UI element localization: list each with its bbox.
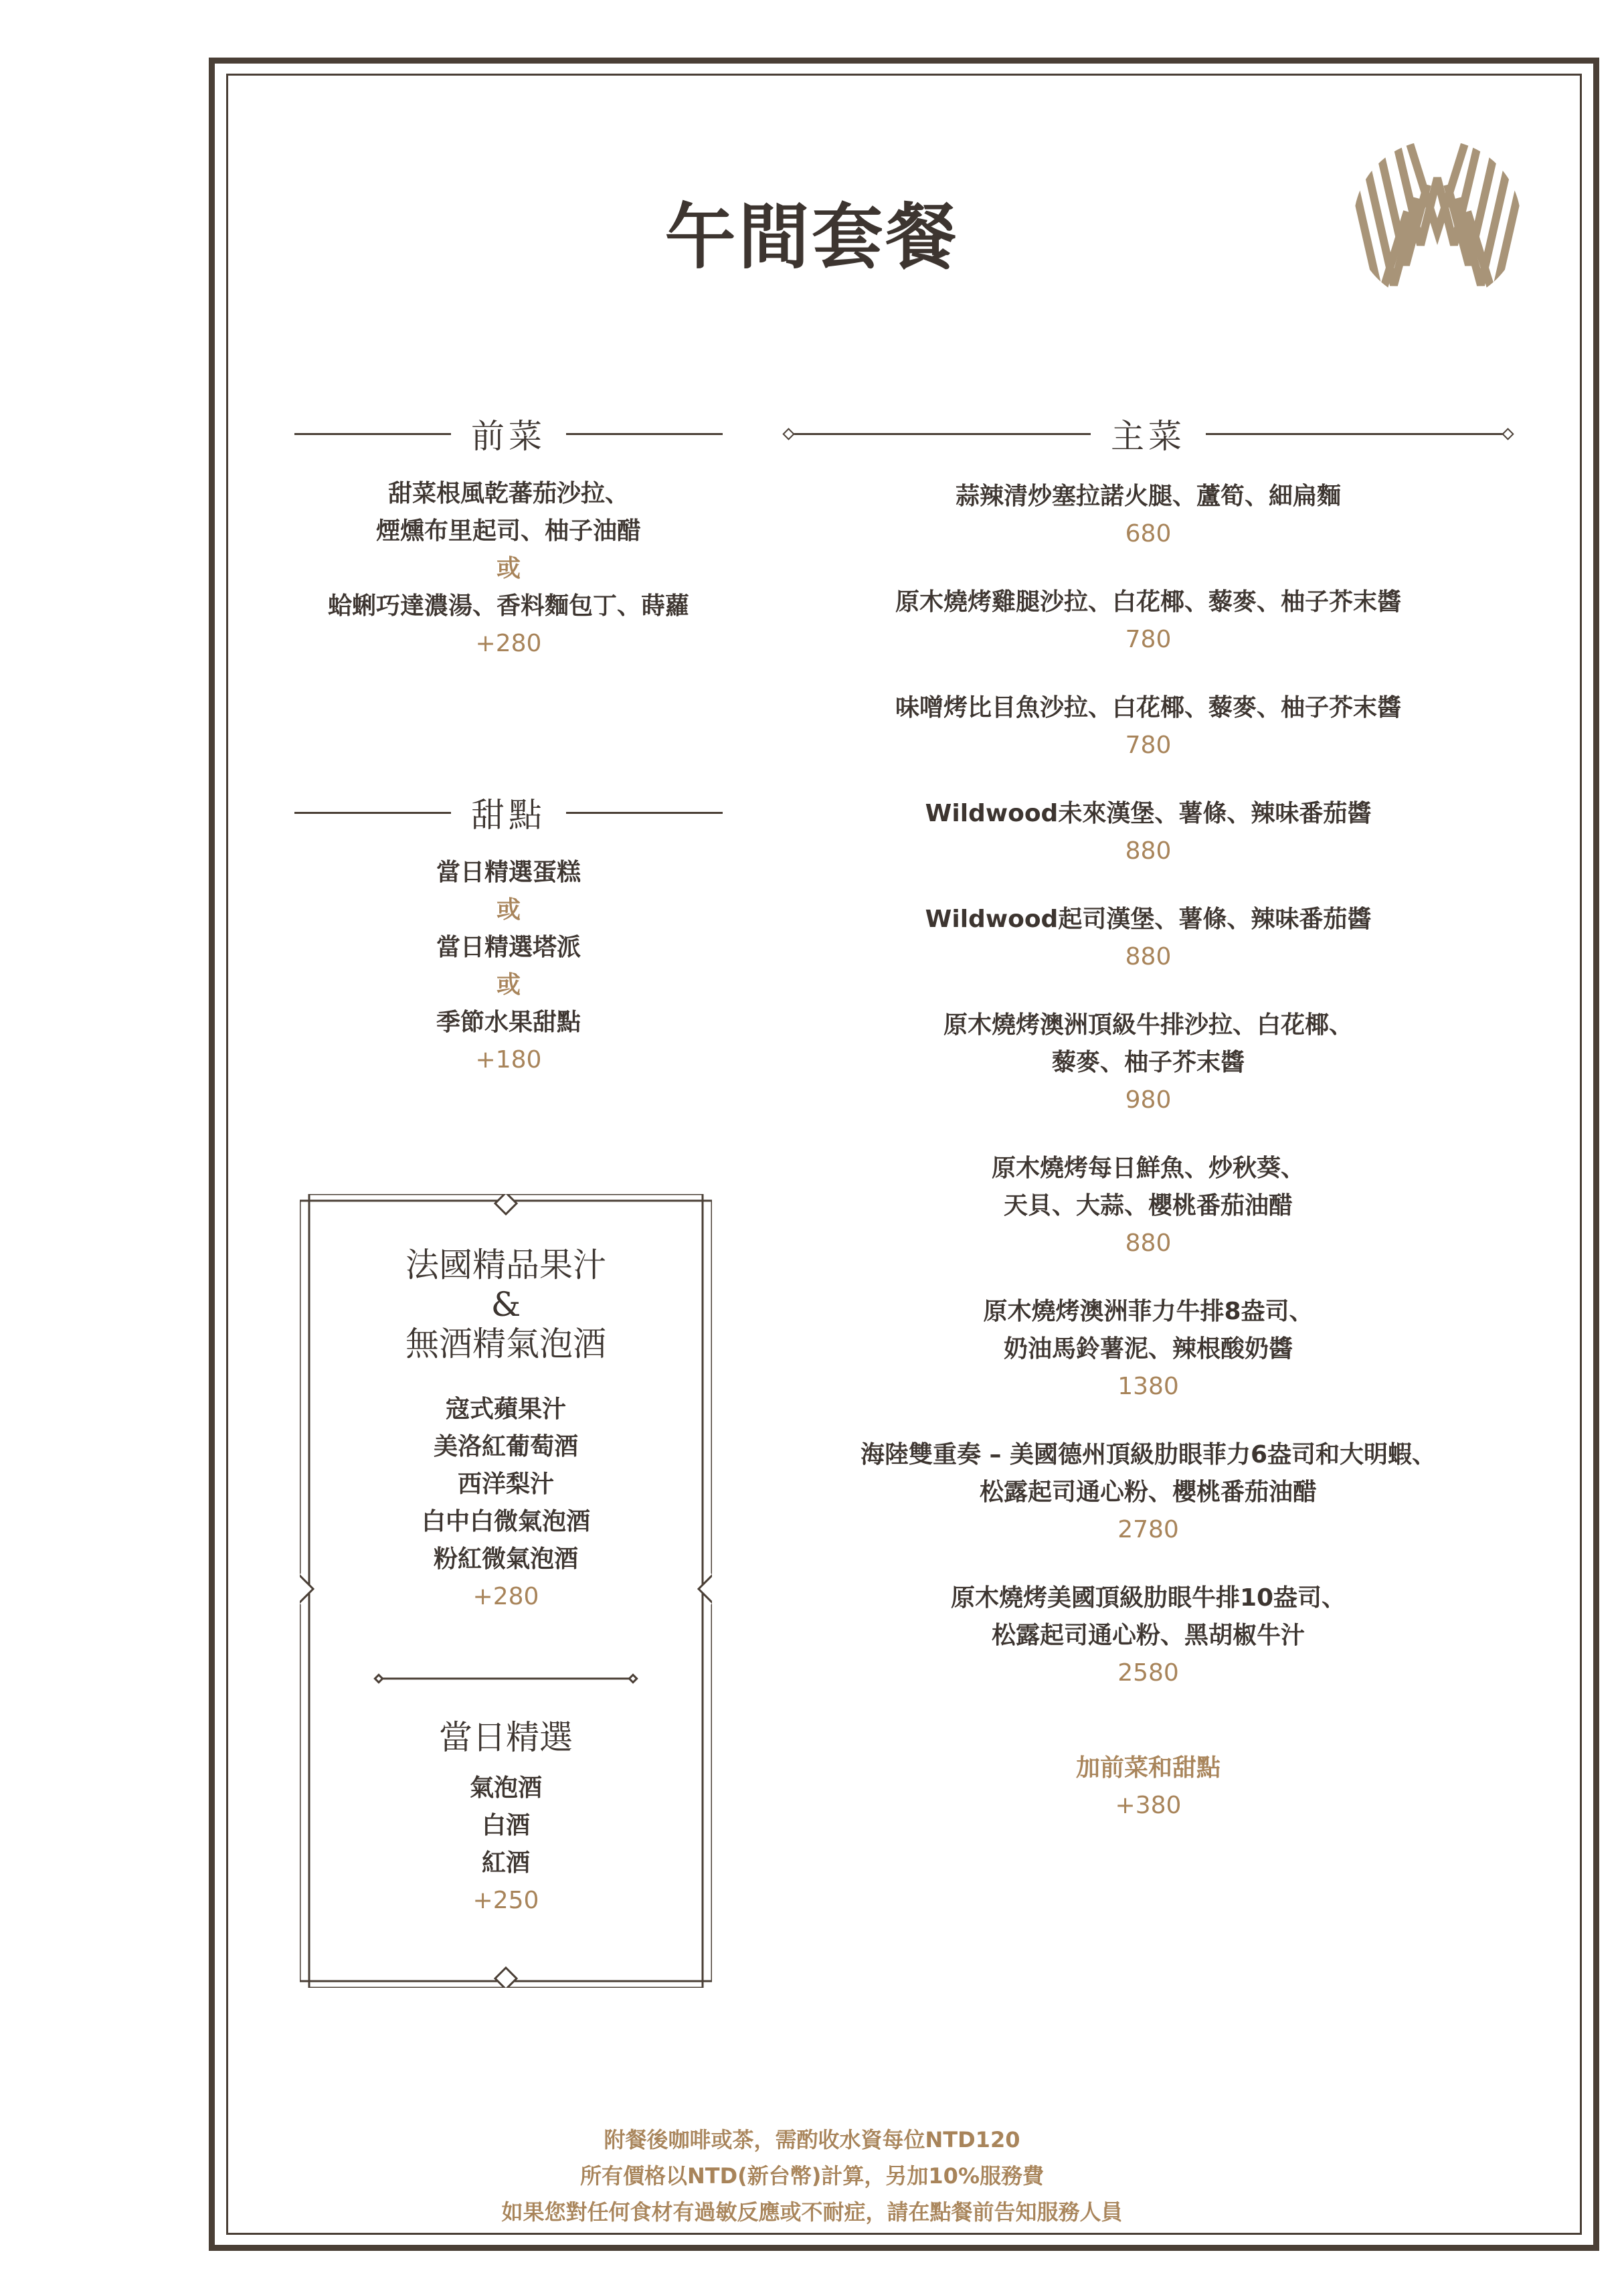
wildwood-w-logo-icon — [1354, 138, 1521, 305]
drinks-ampersand: & — [490, 1285, 521, 1324]
main-dish: 味噌烤比目魚沙拉、白花椰、藜麥、柚子芥末醬 780 — [895, 694, 1401, 759]
drink-item: 寇式蘋果汁 — [445, 1395, 566, 1423]
appetizer-heading: 前菜 — [294, 410, 723, 458]
dessert-section — [294, 854, 723, 1079]
daily-item: 氣泡酒 — [469, 1774, 542, 1802]
drinks-section — [300, 1245, 712, 1616]
main-section — [784, 478, 1512, 1825]
main-addon-label: 加前菜和甜點 — [1075, 1754, 1221, 1782]
main-dish: 原木燒烤每日鮮魚、炒秋葵、 天貝、大蒜、櫻桃番茄油醋 880 — [991, 1155, 1305, 1257]
appetizer-option-2: 蛤蜊巧達濃湯、香料麵包丁、蒔蘿 — [327, 592, 689, 620]
main-dish: 原木燒烤澳洲頂級牛排沙拉、白花椰、 藜麥、柚子芥末醬 980 — [943, 1011, 1353, 1114]
appetizer-section — [294, 475, 723, 663]
appetizer-option-1-line-2: 煙燻布里起司、柚子油醋 — [375, 517, 641, 545]
dessert-or: 或 — [496, 971, 521, 999]
appetizer-option-1-line-1: 甜菜根風乾蕃茄沙拉、 — [387, 480, 629, 507]
main-dish: Wildwood未來漢堡、薯條、辣味番茄醬 880 — [925, 800, 1372, 865]
main-addon-price: +380 — [1115, 1792, 1182, 1819]
drink-item: 粉紅微氣泡酒 — [433, 1545, 578, 1573]
main-dish: 原木燒烤澳洲菲力牛排8盎司、 奶油馬鈴薯泥、辣根酸奶醬 1380 — [983, 1298, 1314, 1400]
drinks-title-line-2: 無酒精氣泡酒 — [405, 1325, 606, 1363]
drink-item: 西洋梨汁 — [457, 1470, 554, 1498]
main-heading: 主菜 — [784, 410, 1512, 458]
daily-item: 白酒 — [481, 1812, 530, 1839]
page-title: 午間套餐 — [664, 195, 960, 278]
dessert-or: 或 — [496, 896, 521, 924]
main-dish: 蒜辣清炒塞拉諾火腿、蘆筍、細扁麵 680 — [955, 483, 1341, 547]
main-dish: 原木燒烤美國頂級肋眼牛排10盎司、 松露起司通心粉、黑胡椒牛汁 2580 — [950, 1584, 1346, 1687]
footer-line-2: 所有價格以NTD(新台幣)計算，另加10%服務費 — [579, 2163, 1045, 2189]
footer-line-1: 附餐後咖啡或茶，需酌收水資每位NTD120 — [604, 2127, 1020, 2152]
dessert-heading: 甜點 — [294, 788, 723, 837]
footer-notes — [0, 2122, 1624, 2230]
drink-item: 白中白微氣泡酒 — [421, 1508, 590, 1535]
appetizer-or: 或 — [496, 555, 521, 582]
main-dish: Wildwood起司漢堡、薯條、辣味番茄醬 880 — [925, 906, 1372, 970]
daily-selection-title: 當日精選 — [439, 1718, 573, 1757]
dessert-item: 當日精選塔派 — [436, 934, 581, 961]
drink-item: 美洛紅葡萄酒 — [433, 1433, 578, 1460]
drinks-price: +280 — [472, 1583, 539, 1610]
daily-selection-section — [300, 1717, 712, 1920]
drinks-title-line-1: 法國精品果汁 — [405, 1246, 606, 1284]
daily-price: +250 — [472, 1887, 539, 1914]
dessert-item: 季節水果甜點 — [436, 1009, 581, 1036]
daily-item: 紅酒 — [481, 1849, 530, 1877]
main-dish: 原木燒烤雞腿沙拉、白花椰、藜麥、柚子芥末醬 780 — [895, 588, 1401, 653]
dessert-item: 當日精選蛋糕 — [436, 859, 581, 886]
main-dish: 海陸雙重奏 – 美國德州頂級肋眼菲力6盎司和大明蝦、 松露起司通心粉、櫻桃番茄油醋 2780 — [860, 1441, 1437, 1543]
dessert-price: +180 — [475, 1046, 542, 1074]
appetizer-price: +280 — [475, 630, 542, 657]
footer-line-3: 如果您對任何食材有過敏反應或不耐症，請在點餐前告知服務人員 — [501, 2199, 1123, 2225]
